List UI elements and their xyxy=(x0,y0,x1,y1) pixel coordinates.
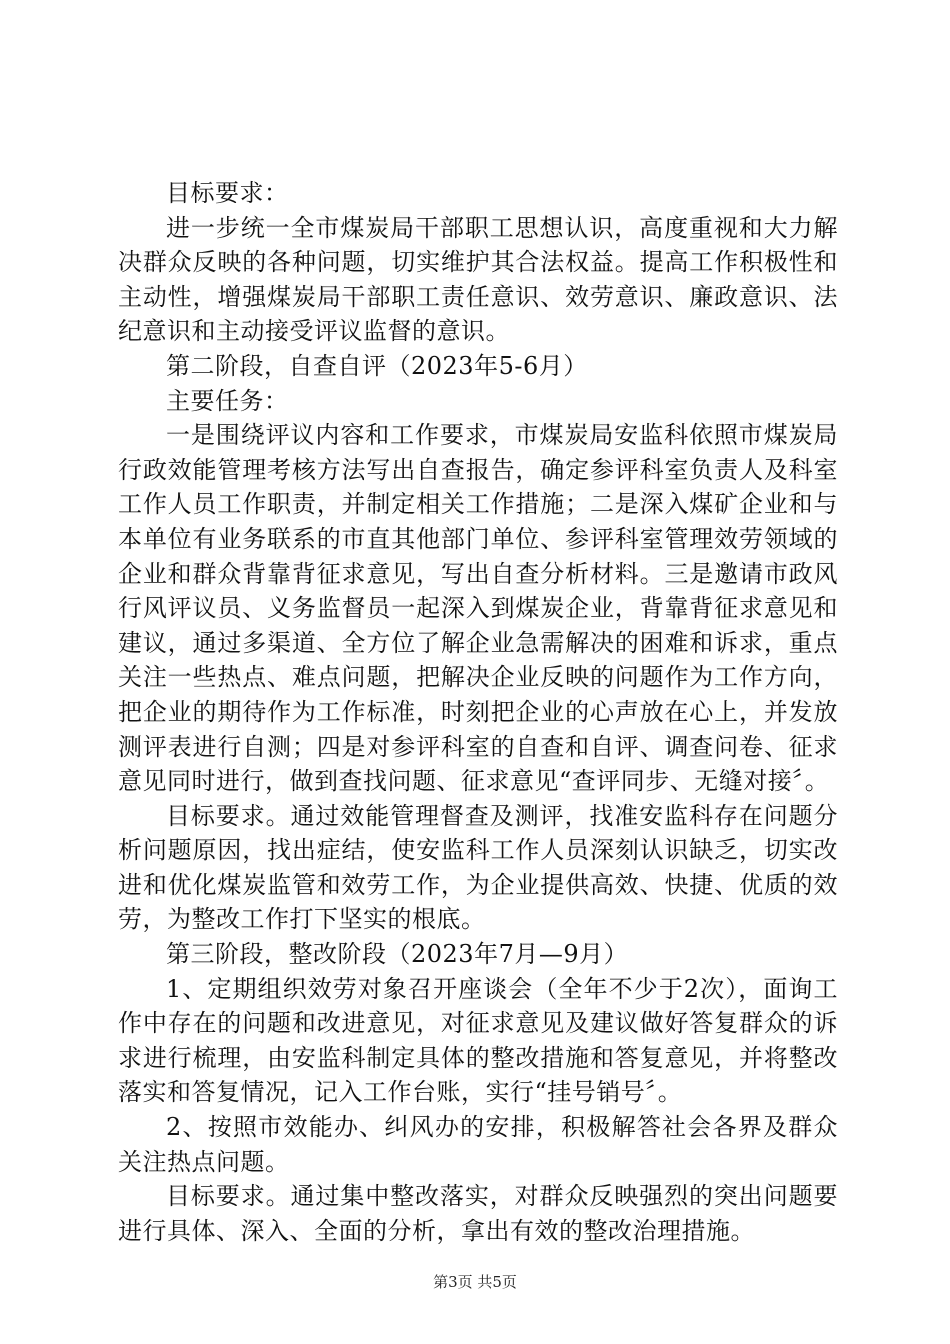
paragraph-item-2: 2、按照市效能办、纠风办的安排，积极解答社会各界及群众关注热点问题。 xyxy=(118,1113,838,1176)
paragraph-goal-text-2: 目标要求。通过效能管理督查及测评，找准安监科存在问题分析问题原因，找出症结，使安监科工作人员深刻认识缺乏，切实改进和优化煤炭监管和效劳工作，为企业提供高效、快捷、优质的效劳，为整改工作打下坚实的根底。 xyxy=(118,801,838,934)
page-number-footer: 第3页 共5页 xyxy=(433,1273,517,1291)
paragraph-goal-heading-1: 目标要求： xyxy=(166,179,289,207)
document-body xyxy=(118,176,838,1248)
paragraph-main-tasks-heading: 主要任务： xyxy=(166,386,289,415)
paragraph-stage-two-heading: 第二阶段，自查自评（2023年5-6月） xyxy=(166,351,588,380)
paragraph-item-1: 1、定期组织效劳对象召开座谈会（全年不少于2次），面询工作中存在的问题和改进意见，对征求意见及建议做好答复群众的诉求进行梳理，由安监科制定具体的整改措施和答复意见，并将整改落实和答复情况，记入工作台账，实行“挂号销号〞。 xyxy=(118,974,838,1107)
paragraph-goal-text-1: 进一步统一全市煤炭局干部职工思想认识，高度重视和大力解决群众反映的各种问题，切实维护其合法权益。提高工作积极性和主动性，增强煤炭局干部职工责任意识、效劳意识、廉政意识、法纪意识和主动接受评议监督的意识。 xyxy=(118,213,838,346)
paragraph-stage-three-heading: 第三阶段，整改阶段（2023年7月—9月） xyxy=(166,940,629,969)
paragraph-main-tasks-text: 一是围绕评议内容和工作要求，市煤炭局安监科依照市煤炭局行政效能管理考核方法写出自查报告，确定参评科室负责人及科室工作人员工作职责，并制定相关工作措施；二是深入煤矿企业和与本单位有业务联系的市直其他部门单位、参评科室管理效劳领域的企业和群众背靠背征求意见，写出自查分析材料。三是邀请市政风行风评议员、义务监督员一起深入到煤炭企业，背靠背征求意见和建议，通过多渠道、全方位了解企业急需解决的困难和诉求，重点关注一些热点、难点问题，把解决企业反映的问题作为工作方向，把企业的期待作为工作标准，时刻把企业的心声放在心上，并发放测评表进行自测；四是对参评科室的自查和自评、调查问卷、征求意见同时进行，做到查找问题、征求意见“查评同步、无缝对接〞。 xyxy=(118,421,838,796)
paragraph-goal-text-3: 目标要求。通过集中整改落实，对群众反映强烈的突出问题要进行具体、深入、全面的分析，拿出有效的整改治理措施。 xyxy=(118,1182,838,1245)
